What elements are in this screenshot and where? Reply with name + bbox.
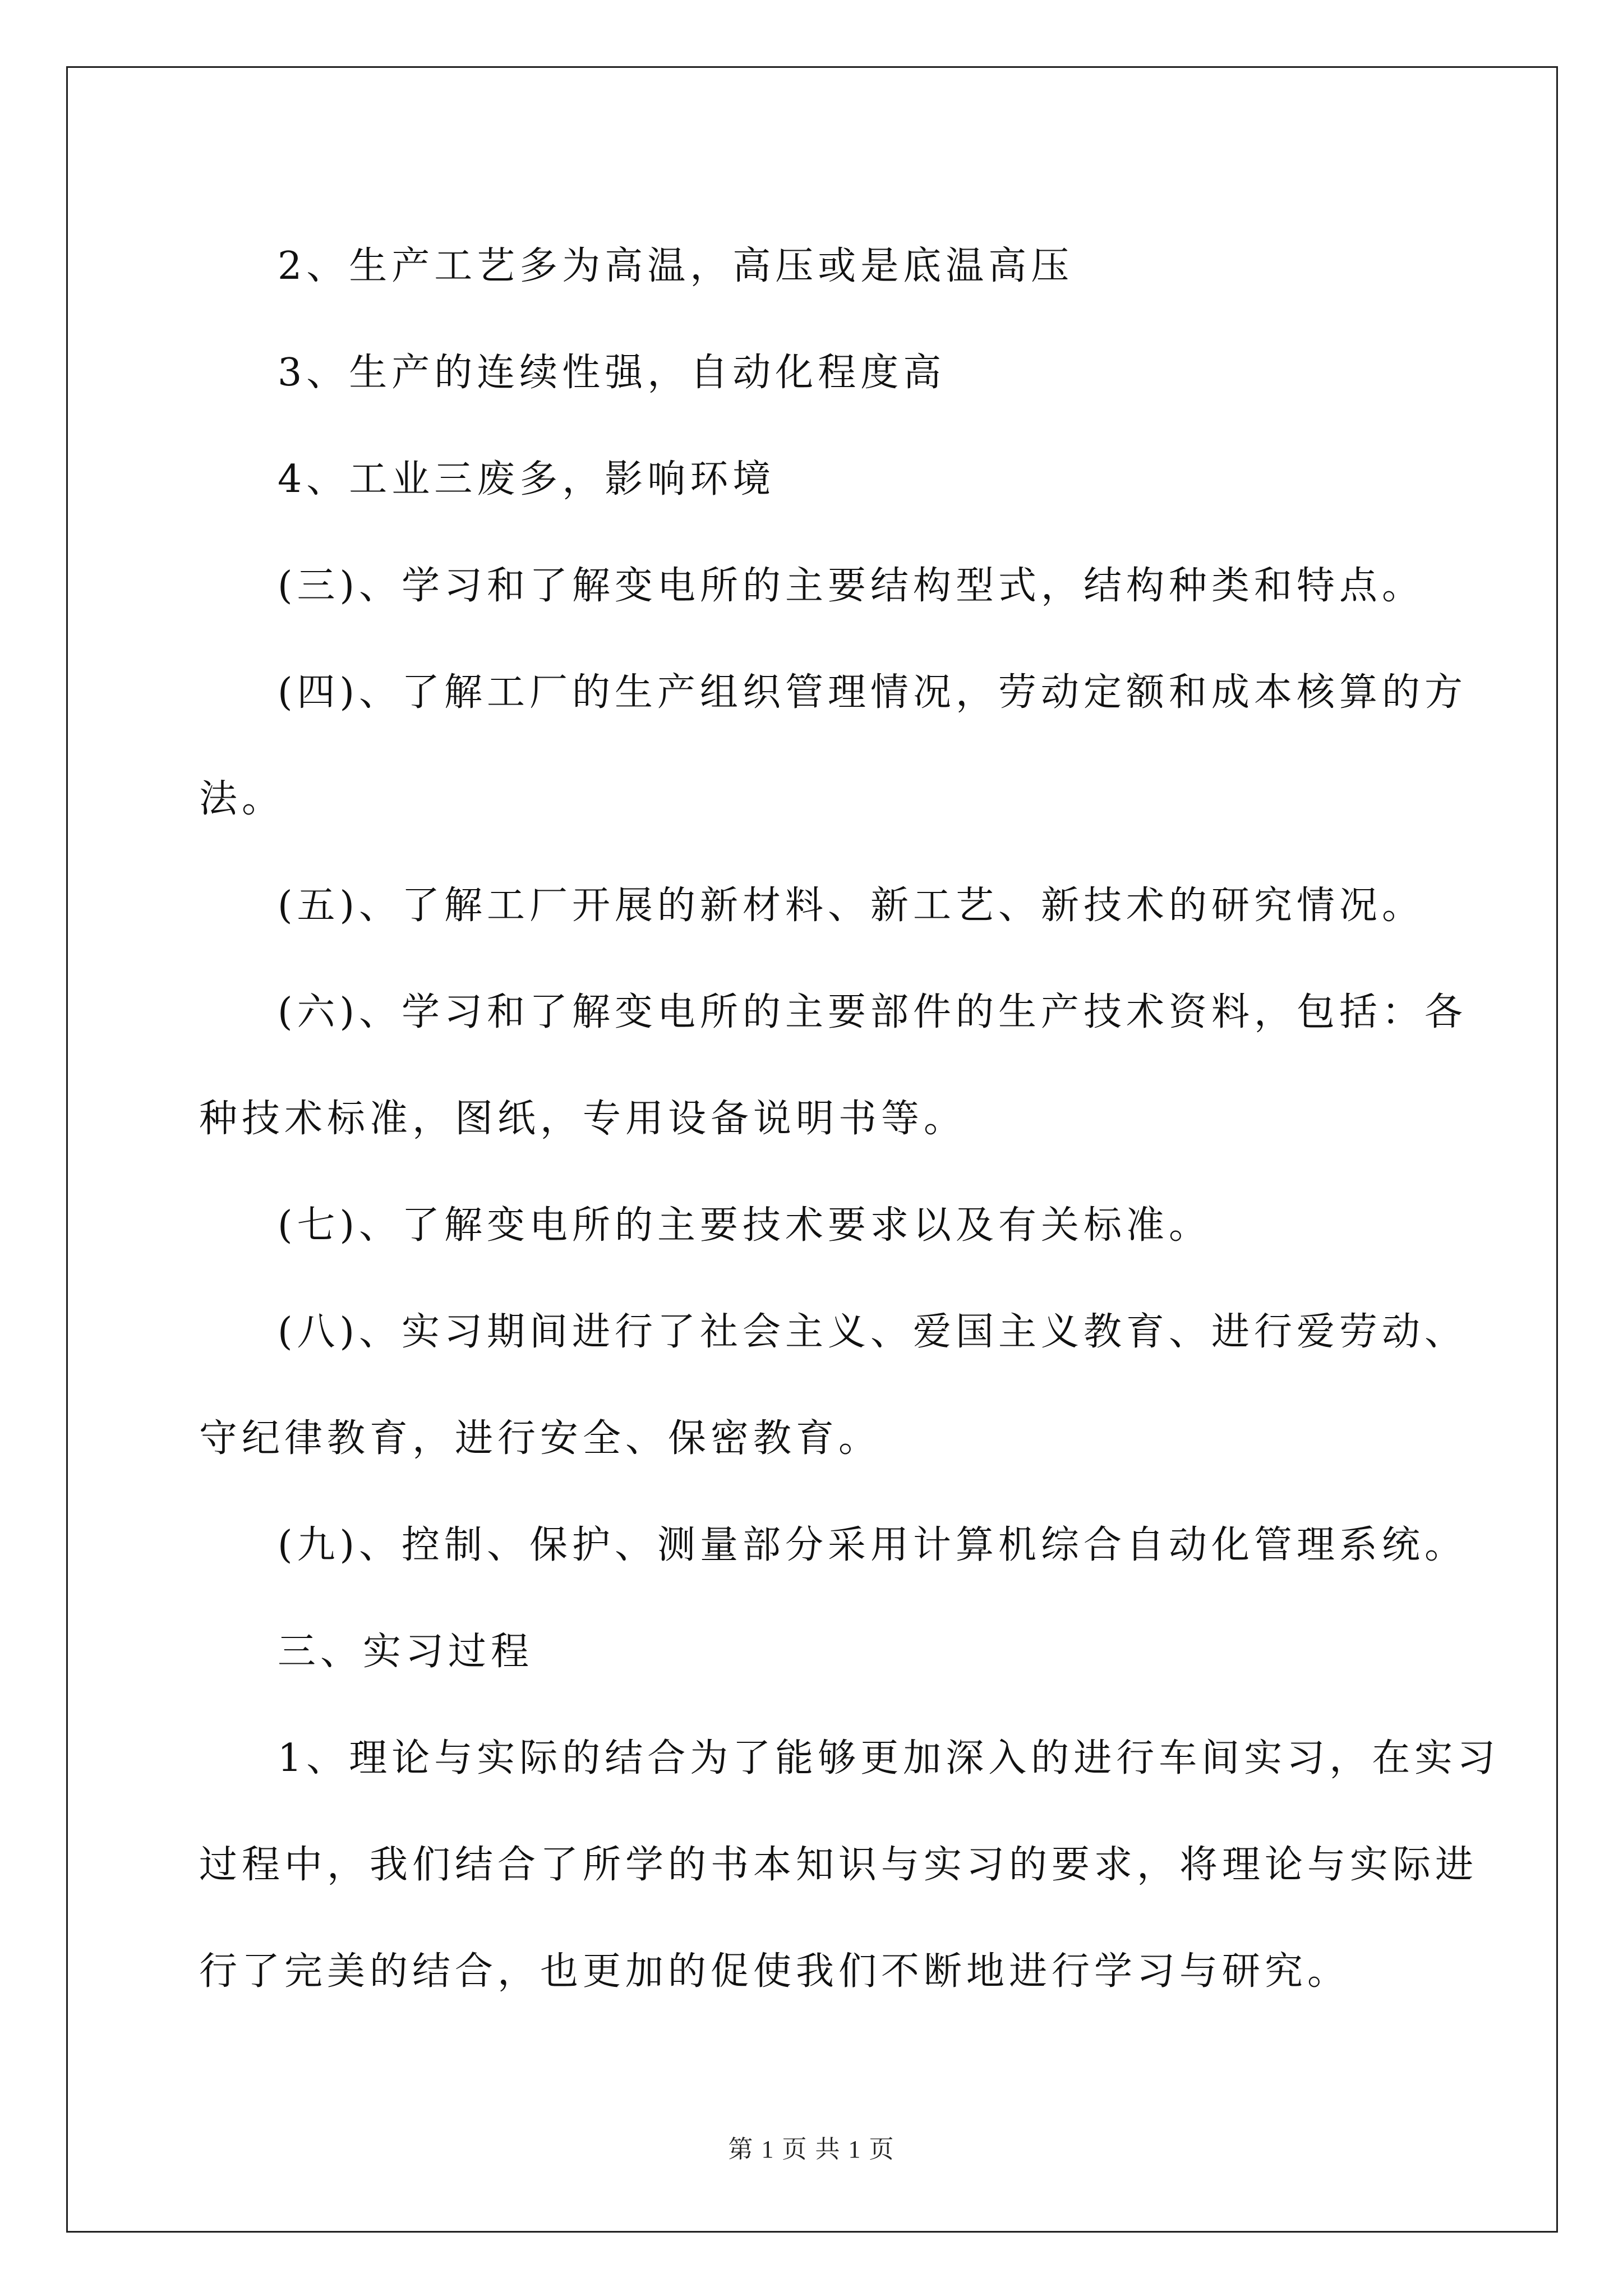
paragraph-line: 2、生产工艺多为高温，高压或是底温高压 [278, 244, 1074, 288]
page-number-footer: 第 1 页 共 1 页 [728, 2136, 895, 2163]
section-heading: 三、实习过程 [278, 1630, 534, 1674]
paragraph-line: 种技术标准，图纸，专用设备说明书等。 [199, 1097, 967, 1141]
paragraph-line: 过程中，我们结合了所学的书本知识与实习的要求，将理论与实际进 [199, 1843, 1478, 1887]
paragraph-line: (九)、控制、保护、测量部分采用计算机综合自动化管理系统。 [278, 1523, 1468, 1567]
paragraph-line: (七)、了解变电所的主要技术要求以及有关标准。 [278, 1203, 1212, 1248]
paragraph-line: 3、生产的连续性强，自动化程度高 [278, 351, 946, 395]
document-body [199, 213, 1500, 2025]
paragraph-line: (四)、了解工厂的生产组织管理情况，劳动定额和成本核算的方 [278, 670, 1468, 715]
paragraph-line: 1、理论与实际的结合为了能够更加深入的进行车间实习，在实习 [278, 1736, 1500, 1780]
paragraph-line: 守纪律教育，进行安全、保密教育。 [199, 1416, 882, 1461]
paragraph-line: 行了完美的结合，也更加的促使我们不断地进行学习与研究。 [199, 1949, 1350, 1994]
paragraph-line: (六)、学习和了解变电所的主要部件的生产技术资料，包括：各 [278, 990, 1468, 1034]
paragraph-line: (五)、了解工厂开展的新材料、新工艺、新技术的研究情况。 [278, 884, 1425, 928]
paragraph-line: (八)、实习期间进行了社会主义、爱国主义教育、进行爱劳动、 [278, 1310, 1468, 1354]
paragraph-line: 法。 [199, 777, 285, 821]
paragraph-line: (三)、学习和了解变电所的主要结构型式，结构种类和特点。 [278, 564, 1425, 608]
paragraph-line: 4、工业三废多，影响环境 [278, 457, 776, 501]
